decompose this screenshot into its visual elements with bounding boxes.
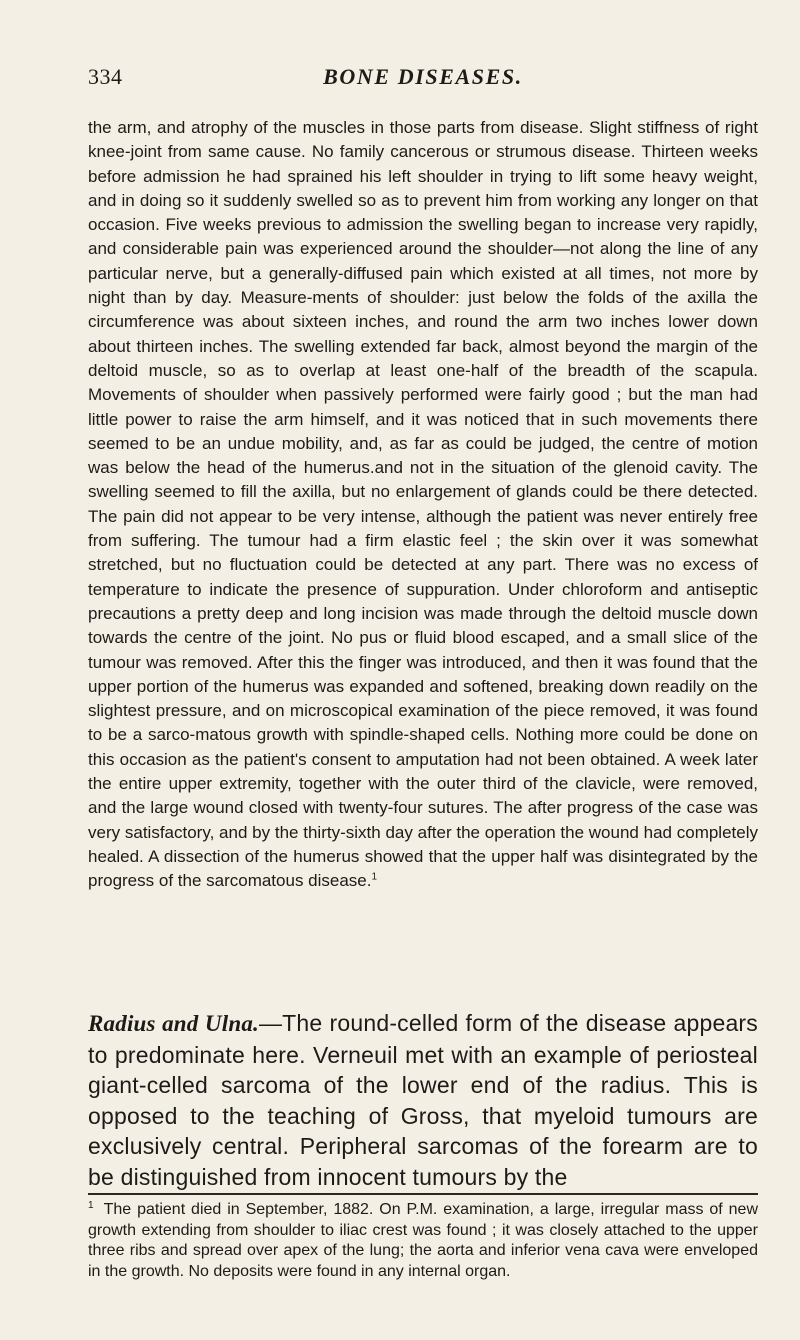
section-text: —The round-celled form of the disease appears to predominate here. Verneuil met with an example of periosteal giant-celled sarcoma of the lower end of the radius. This is opposed to the teaching of Gross, that myeloid tumours are exclusively central. Peripheral sarcomas of the forearm are to be distinguished from innocent tumours by the [88,1010,758,1190]
page-number: 334 [88,64,123,89]
footnote: $^1$ The patient died in September, 1882. On P.M. examination, a large, irregular mass of new growth extending from shoulder to iliac crest was found ; it was closely attached to the upper three ribs and spread over apex of the lung; the aorta and inferior vena cava were enveloped in the growth. No deposits were found in any internal organ. [88,1199,758,1280]
radius-ulna-section [88,1008,758,1193]
case-paragraph [88,116,758,894]
section-title: Radius and Ulna. [88,1011,259,1036]
footnote-reference[interactable]: 1 [371,871,378,883]
running-head: BONE DISEASES. [323,64,523,89]
case-paragraph-text: the arm, and atrophy of the muscles in those parts from disease. Slight stiffness of right knee-joint from same cause. No family cancerous or strumous disease. Thirteen weeks before admission he had sprained his left shoulder in trying to lift some heavy weight, and in doing so it suddenly swelled so as to prevent him from working any longer on that occasion. Five weeks previous to admission the swelling began to increase very rapidly, and considerable pain was experienced around the shoulder—not along the line of any particular nerve, but a generally-diffused pain which existed at all times, not more by night than by day. Measure-ments of shoulder: just below the folds of the axilla the circumference was about sixteen inches, and round the arm two inches lower down about thirteen inches. The swelling extended far back, almost beyond the margin of the deltoid muscle, so as to overlap at least one-half of the breadth of the scapula. Movements of shoulder when passively performed were fairly good ; but the man had little power to raise the arm himself, and it was noticed that in such movements there seemed to be an undue mobility, and, as far as could be judged, the centre of motion was below the head of the humerus.and not in the situation of the glenoid cavity. The swelling seemed to fill the axilla, but no enlargement of glands could be there detected. The pain did not appear to be very intense, although the patient was never entirely free from suffering. The tumour had a firm elastic feel ; the skin over it was somewhat stretched, but no fluctuation could be detected at any part. There was no excess of temperature to indicate the presence of suppuration. Under chloroform and antiseptic precautions a pretty deep and long incision was made through the deltoid muscle down towards the centre of the joint. No pus or fluid blood escaped, and a small slice of the tumour was removed. After this the finger was introduced, and then it was found that the upper portion of the humerus was expanded and softened, breaking down readily on the slightest pressure, and on microscopical examination of the piece removed, it was found to be a sarco-matous growth with spindle-shaped cells. Nothing more could be done on this occasion as the patient's consent to amputation had not been obtained. A week later the entire upper extremity, together with the outer third of the clavicle, were removed, and the large wound closed with twenty-four sutures. The after progress of the case was very satisfactory, and by the thirty-sixth day after the operation the wound had completely healed. A dissection of the humerus showed that the upper half was disintegrated by the progress of the sarcomatous disease. [88,118,758,891]
page-header [88,64,758,94]
footnote-text: The patient died in September, 1882. On P.M. examination, a large, irregular mass of new growth extending from shoulder to iliac crest was found ; it was closely attached to the upper three ribs and spread over apex of the lung; the aorta and inferior vena cava were enveloped in the growth. No deposits were found in any internal organ. [88,1201,758,1280]
footnote-divider [88,1193,758,1195]
